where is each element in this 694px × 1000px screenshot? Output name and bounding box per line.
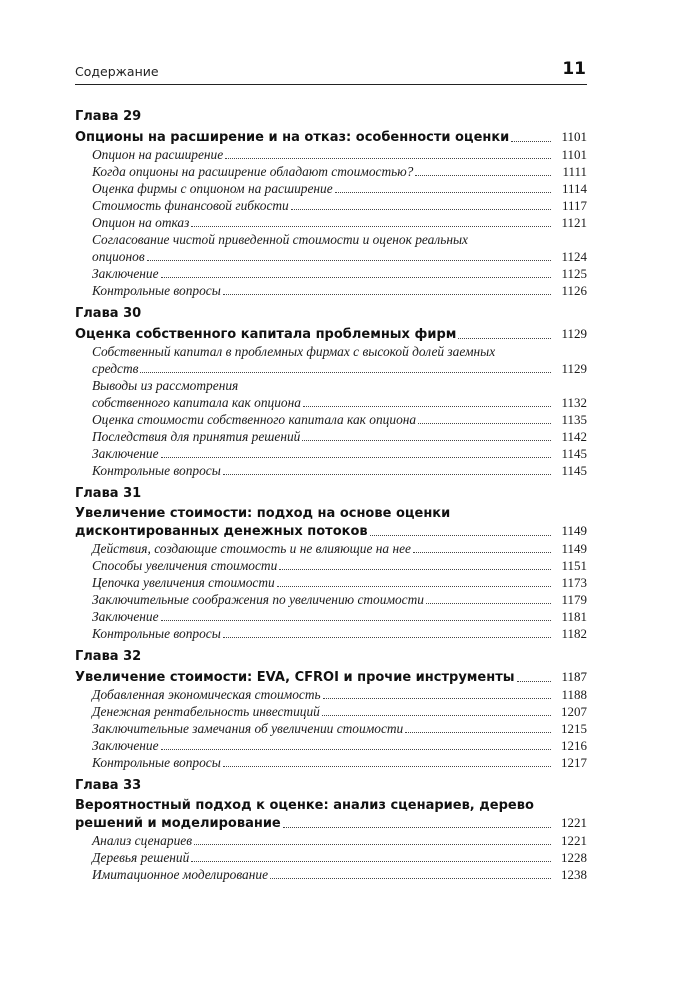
toc-row — [92, 832, 587, 849]
section-title-line: Собственный капитал в проблемных фирмах с высокой долей заемных — [92, 344, 496, 359]
page-reference: 1207 — [561, 704, 587, 719]
dot-leader — [140, 371, 551, 373]
chapter-title-entry[interactable] — [75, 505, 587, 540]
section-title: Контрольные вопросы — [92, 626, 221, 641]
running-title: Содержание — [75, 64, 159, 79]
toc-section-entry[interactable] — [75, 377, 587, 411]
toc-row — [92, 608, 587, 625]
chapter-title-entry[interactable] — [75, 668, 587, 686]
chapter-label: Глава 31 — [75, 486, 142, 501]
page-reference: 1228 — [561, 850, 587, 865]
toc-section-entry[interactable] — [75, 428, 587, 445]
chapter-title: дисконтированных денежных потоков — [75, 524, 368, 539]
page-reference: 1182 — [561, 626, 587, 641]
dot-leader — [517, 680, 551, 682]
section-title: Заключение — [92, 446, 159, 461]
page-reference: 1129 — [561, 326, 587, 341]
section-title: Когда опционы на расширение обладают стоимостью? — [92, 164, 414, 179]
toc-section-entry[interactable] — [75, 832, 587, 849]
chapter-block — [75, 485, 587, 642]
section-title: Опцион на расширение — [92, 147, 224, 162]
dot-leader — [413, 551, 551, 553]
section-title: Действия, создающие стоимость и не влияющие на нее — [92, 541, 411, 556]
toc-section-entry[interactable] — [75, 591, 587, 608]
chapter-block — [75, 108, 587, 299]
page-reference: 1125 — [561, 266, 587, 281]
chapter-title: решений и моделирование — [75, 816, 281, 831]
toc-row — [75, 325, 587, 343]
dot-leader — [223, 293, 551, 295]
page-reference: 1124 — [561, 249, 587, 264]
toc-row — [92, 720, 587, 737]
section-title-line: Согласование чистой приведенной стоимости и оценок реальных — [92, 232, 468, 247]
page-reference: 1149 — [561, 523, 587, 538]
dot-leader — [405, 731, 551, 733]
page-reference: 1151 — [561, 558, 587, 573]
chapter-label: Глава 32 — [75, 649, 142, 664]
toc-row — [92, 462, 587, 479]
page-reference: 1111 — [562, 164, 587, 179]
toc-section-entry[interactable] — [75, 265, 587, 282]
toc-row — [92, 428, 587, 445]
page-number: 11 — [562, 59, 586, 79]
dot-leader — [458, 337, 551, 339]
toc-row — [75, 522, 587, 540]
page-reference: 1101 — [561, 129, 587, 144]
toc-section-entry[interactable] — [75, 557, 587, 574]
page-reference: 1145 — [561, 446, 587, 461]
section-title: Добавленная экономическая стоимость — [92, 687, 321, 702]
toc-section-entry[interactable] — [75, 574, 587, 591]
section-title: Контрольные вопросы — [92, 463, 221, 478]
toc-section-entry[interactable] — [75, 445, 587, 462]
dot-leader — [322, 714, 551, 716]
table-of-contents — [75, 108, 587, 889]
dot-leader — [191, 225, 551, 227]
dot-leader — [323, 697, 551, 699]
toc-row — [92, 849, 587, 866]
page-reference: 1187 — [561, 669, 587, 684]
section-title-line: Выводы из рассмотрения — [92, 378, 239, 393]
toc-section-entry[interactable] — [75, 540, 587, 557]
toc-section-entry[interactable] — [75, 282, 587, 299]
toc-row — [92, 754, 587, 771]
section-title: Последствия для принятия решений — [92, 429, 301, 444]
toc-section-entry[interactable] — [75, 411, 587, 428]
section-title: Имитационное моделирование — [92, 867, 269, 882]
toc-section-entry[interactable] — [75, 231, 587, 265]
toc-row — [92, 540, 587, 557]
dot-leader — [370, 534, 551, 536]
chapter-label: Глава 29 — [75, 109, 142, 124]
page-reference: 1179 — [561, 592, 587, 607]
section-title: средств — [92, 361, 139, 376]
toc-section-entry[interactable] — [75, 625, 587, 642]
dot-leader — [194, 843, 551, 845]
section-title: Опцион на отказ — [92, 215, 190, 230]
toc-row — [92, 625, 587, 642]
dot-leader — [161, 276, 551, 278]
section-title: Заключительные соображения по увеличению стоимости — [92, 592, 424, 607]
page-reference: 1145 — [561, 463, 587, 478]
toc-row — [75, 128, 587, 146]
toc-section-entry[interactable] — [75, 163, 587, 180]
section-title: Контрольные вопросы — [92, 283, 221, 298]
chapter-label: Глава 33 — [75, 778, 142, 793]
running-header — [75, 58, 587, 85]
section-title: Денежная рентабельность инвестиций — [92, 704, 320, 719]
chapter-label: Глава 30 — [75, 306, 142, 321]
section-title: Оценка стоимости собственного капитала как опциона — [92, 412, 417, 427]
page-reference: 1114 — [561, 181, 587, 196]
toc-row — [92, 146, 587, 163]
toc-row — [92, 703, 587, 720]
chapter-title-entry[interactable] — [75, 128, 587, 146]
toc-row — [75, 814, 587, 832]
chapter-title: Увеличение стоимости: EVA, CFROI и прочие инструменты — [75, 670, 515, 685]
section-title: Способы увеличения стоимости — [92, 558, 278, 573]
chapter-title: Опционы на расширение и на отказ: особенности оценки — [75, 130, 510, 145]
toc-row — [92, 197, 587, 214]
page-reference: 1238 — [561, 867, 587, 882]
page-reference: 1221 — [561, 833, 587, 848]
section-title: собственного капитала как опциона — [92, 395, 301, 410]
page-reference: 1173 — [561, 575, 587, 590]
page-reference: 1121 — [561, 215, 587, 230]
toc-row — [92, 248, 587, 265]
page-reference: 1149 — [561, 541, 587, 556]
page-reference: 1126 — [561, 283, 587, 298]
dot-leader — [283, 826, 551, 828]
chapter-block — [75, 305, 587, 479]
toc-row — [75, 668, 587, 686]
dot-leader — [415, 174, 551, 176]
dot-leader — [225, 157, 551, 159]
toc-row — [92, 591, 587, 608]
section-title: Цепочка увеличения стоимости — [92, 575, 275, 590]
page-reference: 1142 — [561, 429, 587, 444]
dot-leader — [223, 765, 551, 767]
toc-section-entry[interactable] — [75, 737, 587, 754]
toc-row — [92, 360, 587, 377]
toc-section-entry[interactable] — [75, 849, 587, 866]
section-title: Стоимость финансовой гибкости — [92, 198, 289, 213]
dot-leader — [335, 191, 551, 193]
dot-leader — [147, 259, 551, 261]
dot-leader — [223, 636, 551, 638]
chapter-title-line: Увеличение стоимости: подход на основе оценки — [75, 506, 451, 521]
dot-leader — [303, 405, 551, 407]
dot-leader — [277, 585, 551, 587]
dot-leader — [418, 422, 551, 424]
toc-section-entry[interactable] — [75, 343, 587, 377]
toc-section-entry[interactable] — [75, 608, 587, 625]
chapter-title-line: Вероятностный подход к оценке: анализ сценариев, дерево — [75, 798, 534, 813]
section-title: Деревья решений — [92, 850, 190, 865]
dot-leader — [291, 208, 551, 210]
toc-section-entry[interactable] — [75, 754, 587, 771]
toc-row — [92, 214, 587, 231]
section-title: Контрольные вопросы — [92, 755, 221, 770]
toc-section-entry[interactable] — [75, 462, 587, 479]
toc-row — [92, 686, 587, 703]
dot-leader — [161, 748, 551, 750]
toc-row — [92, 411, 587, 428]
page-reference: 1132 — [561, 395, 587, 410]
page-reference: 1181 — [561, 609, 587, 624]
toc-row — [92, 445, 587, 462]
page-reference: 1129 — [561, 361, 587, 376]
dot-leader — [223, 473, 551, 475]
toc-row — [92, 180, 587, 197]
toc-row — [92, 163, 587, 180]
dot-leader — [426, 602, 551, 604]
section-title: Заключительные замечания об увеличении стоимости — [92, 721, 404, 736]
dot-leader — [511, 140, 551, 142]
chapter-block — [75, 648, 587, 771]
toc-section-entry[interactable] — [75, 146, 587, 163]
dot-leader — [302, 439, 551, 441]
chapter-block — [75, 777, 587, 883]
dot-leader — [270, 877, 551, 879]
toc-row — [92, 394, 587, 411]
toc-section-entry[interactable] — [75, 703, 587, 720]
section-title: Анализ сценариев — [92, 833, 193, 848]
page-reference: 1135 — [561, 412, 587, 427]
section-title: опционов — [92, 249, 145, 264]
chapter-title-entry[interactable] — [75, 797, 587, 832]
toc-row — [92, 866, 587, 883]
section-title: Заключение — [92, 738, 159, 753]
dot-leader — [191, 860, 551, 862]
page-reference: 1217 — [561, 755, 587, 770]
toc-section-entry[interactable] — [75, 214, 587, 231]
toc-row — [92, 265, 587, 282]
chapter-title-entry[interactable] — [75, 325, 587, 343]
toc-row — [92, 574, 587, 591]
toc-section-entry[interactable] — [75, 866, 587, 883]
section-title: Заключение — [92, 266, 159, 281]
toc-row — [92, 557, 587, 574]
page-reference: 1188 — [561, 687, 587, 702]
dot-leader — [161, 456, 551, 458]
section-title: Заключение — [92, 609, 159, 624]
toc-section-entry[interactable] — [75, 197, 587, 214]
chapter-title: Оценка собственного капитала проблемных фирм — [75, 327, 457, 342]
toc-row — [92, 737, 587, 754]
toc-section-entry[interactable] — [75, 686, 587, 703]
page-reference: 1117 — [561, 198, 587, 213]
page-reference: 1221 — [561, 815, 587, 830]
toc-row — [92, 282, 587, 299]
page-reference: 1101 — [561, 147, 587, 162]
page-reference: 1215 — [561, 721, 587, 736]
toc-section-entry[interactable] — [75, 180, 587, 197]
toc-section-entry[interactable] — [75, 720, 587, 737]
section-title: Оценка фирмы с опционом на расширение — [92, 181, 333, 196]
page-reference: 1216 — [561, 738, 587, 753]
dot-leader — [161, 619, 551, 621]
dot-leader — [279, 568, 551, 570]
